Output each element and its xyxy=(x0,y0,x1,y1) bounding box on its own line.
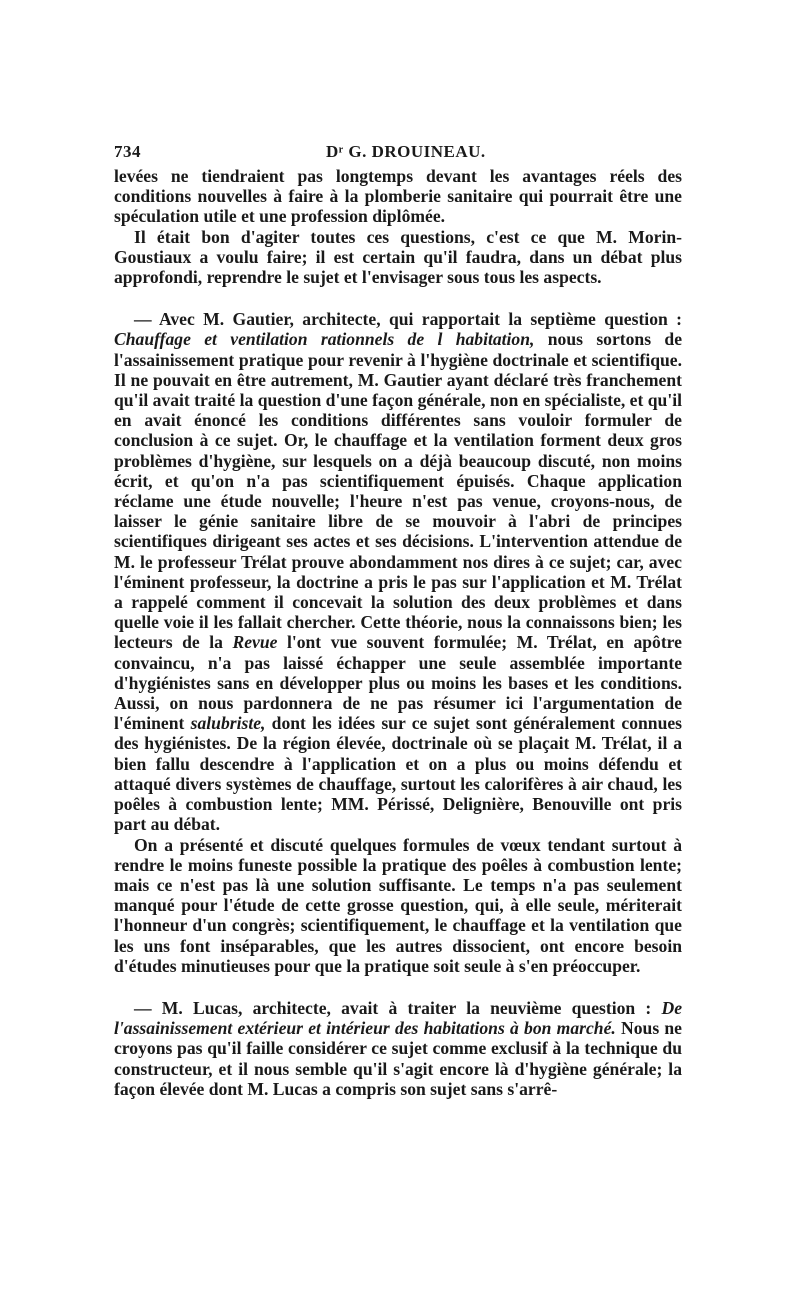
page-number: 734 xyxy=(114,142,141,161)
paragraph-3-title: Chauffage et ventilation rationnels de l habitation, xyxy=(114,329,535,350)
body-text xyxy=(114,166,682,1099)
paragraph-3-part-a: — Avec M. Gautier, architecte, qui rapportait la septième question : xyxy=(134,309,682,330)
paragraph-5-part-a: — M. Lucas, architecte, avait à traiter la neuvième question : xyxy=(134,997,662,1018)
paragraph-3-part-e: l'ont vue souvent formulée; M. Trélat, en apôtre convaincu, n'a pas laissé échapper une seule assemblée importante d'hygiénistes sans en développer plus ou moins les bases et les conditions. Aussi, on nous pardonnera de ne pas résumer ici l'argumentation de l'éminent xyxy=(114,632,682,734)
paragraph-2: Il était bon d'agiter toutes ces questions, c'est ce que M. Morin-Goustiaux a voulu faire; il est certain qu'il faudra, dans un débat plus approfondi, reprendre le sujet et l'envisager sous tous les aspects. xyxy=(114,226,682,288)
paragraph-4: On a présenté et discuté quelques formules de vœux tendant surtout à rendre le moins funeste possible la pratique des poêles à combustion lente; mais ce n'est pas là une solution suffisante. Le temps n'a pas seulement manqué pour l'étude de cette grosse question, qui, à elle seule, mériterait l'honneur d'un congrès; scientifiquement, le chauffage et la ventilation que les uns font inséparables, que les autres dissocient, ont encore besoin d'études minutieuses pour que la pratique soit seule à s'en préoccuper. xyxy=(114,834,682,976)
paragraph-5 xyxy=(114,998,682,1099)
paragraph-3-part-c: nous sortons de l'assainissement pratique pour revenir à l'hygiène doctrinale et scientifique. Il ne pouvait en être autrement, M. Gautier ayant déclaré très franchement qu'il avait traité la question d'une façon générale, non en spécialiste, et qu'il en avait énoncé les conditions différentes sans vouloir formuler de conclusion à ce sujet. Or, le chauffage et la ventilation forment deux gros problèmes d'hygiène, sur lesquels on a déjà beaucoup discuté, non moins écrit, et qu'on n'a pas scientifiquement épuisés. Chaque application réclame une étude nouvelle; l'heure n'est pas venue, croyons-nous, de laisser le génie sanitaire libre de se mouvoir à l'abri de principes scientifiques dirigeant ses actes et ses décisions. L'intervention attendue de M. le professeur Trélat prouve abondamment nos dires à ce sujet; car, avec l'éminent professeur, la doctrine a pris le pas sur l'application et M. Trélat a rappelé comment il concevait la solution des deux problèmes et dans quelle voie il les fallait chercher. Cette théorie, nous la connaissons bien; les lecteurs de la xyxy=(114,329,682,653)
running-header xyxy=(114,140,682,166)
paragraph-3-revue: Revue xyxy=(232,632,278,653)
running-head: Dʳ G. DROUINEAU. xyxy=(326,142,486,161)
paragraph-5-title: De l'assainissement extérieur et intérieur des habitations à bon marché. xyxy=(114,997,682,1039)
paragraph-3-salubriste: salubriste, xyxy=(190,713,266,734)
paragraph-5-part-c: Nous ne croyons pas qu'il faille considérer ce sujet comme exclusif à la technique du constructeur, et il nous semble qu'il s'agit encore là d'hygiène générale; la façon élevée dont M. Lucas a compris son sujet sans s'arrê- xyxy=(114,1018,682,1099)
paragraph-3 xyxy=(114,309,682,834)
page xyxy=(114,140,682,1099)
paragraph-1: levées ne tiendraient pas longtemps devant les avantages réels des conditions nouvelles à faire à la plomberie sanitaire qui pourrait être une spéculation utile et une profession diplômée. xyxy=(114,166,682,227)
paragraph-3-part-g: dont les idées sur ce sujet sont généralement connues des hygiénistes. De la région élevée, doctrinale où se plaçait M. Trélat, il a bien fallu descendre à l'application et on a plus ou moins défendu et attaqué divers systèmes de chauffage, surtout les calorifères à air chaud, les poêles à combustion lente; MM. Périssé, Delignière, Benouville ont pris part au débat. xyxy=(114,713,683,835)
